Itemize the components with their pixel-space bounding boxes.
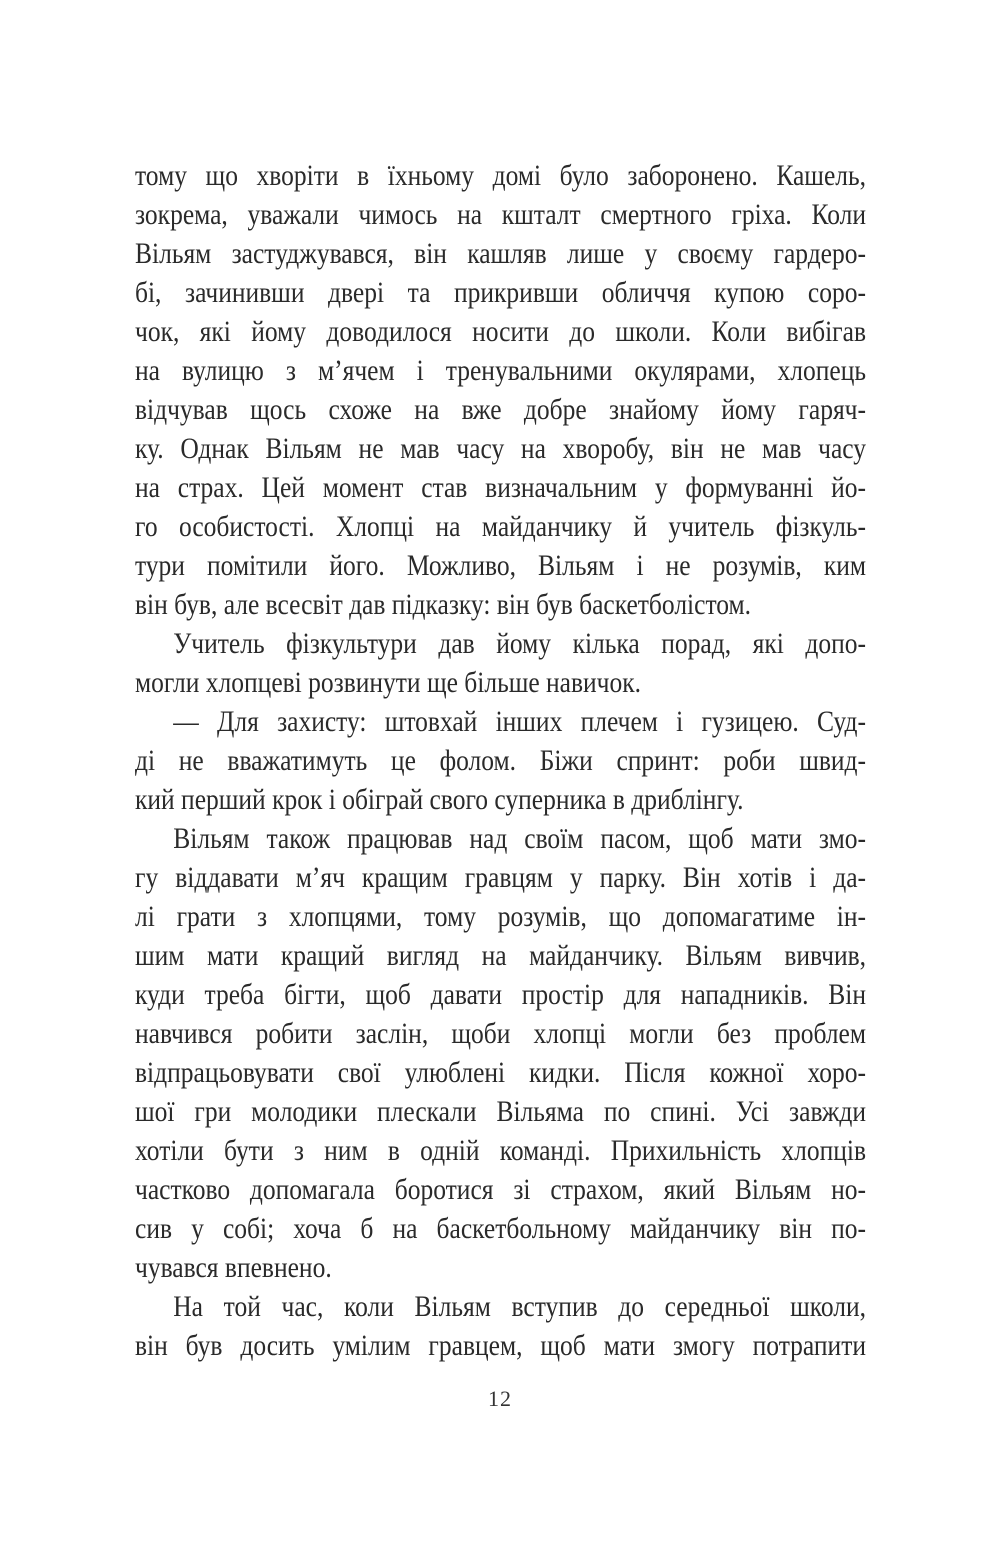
text-line: на вулицю з м’ячем і тренувальними окулярами, хлопець <box>135 354 866 387</box>
text-line: на страх. Цей момент став визначальним у формуванні йо- <box>135 471 866 504</box>
text-line: куди треба бігти, щоб давати простір для нападників. Він <box>135 978 866 1011</box>
text-line: сив у собі; хоча б на баскетбольному майданчику він по- <box>135 1212 866 1245</box>
text-line: Вільям застуджувався, він кашляв лише у своєму гардеро- <box>135 237 866 270</box>
text-line: кий перший крок і обіграй свого суперника в дриблінгу. <box>135 783 744 816</box>
text-line: частково допомагала боротися зі страхом, який Вільям но- <box>135 1173 866 1206</box>
text-line: ді не вважатимуть це фолом. Біжи спринт: роби швид- <box>135 744 866 777</box>
text-line: бі, зачинивши двері та прикривши обличчя купою соро- <box>135 276 866 309</box>
text-line: відчував щось схоже на вже добре знайому йому гаряч- <box>135 393 866 426</box>
text-line: могли хлопцеві розвинути ще більше навичок. <box>135 666 642 699</box>
dialogue-first-line: — Для захисту: штовхай інших плечем і гузицею. Суд- <box>173 705 866 738</box>
text-line: зокрема, уважали чимось на кшталт смертного гріха. Коли <box>135 198 866 231</box>
paragraph-first-line: На той час, коли Вільям вступив до середньої школи, <box>173 1290 866 1323</box>
page-number: 12 <box>488 1386 512 1411</box>
paragraph-first-line: Учитель фізкультури дав йому кілька порад, які допо- <box>173 627 866 660</box>
text-line: відпрацьовувати свої улюблені кидки. Після кожної хоро- <box>135 1056 866 1089</box>
text-line: ку. Однак Вільям не мав часу на хворобу, він не мав часу <box>135 432 866 465</box>
text-line: чок, які йому доводилося носити до школи. Коли вибігав <box>135 315 866 348</box>
text-line: тури помітили його. Можливо, Вільям і не розумів, ким <box>135 549 866 582</box>
text-line: гу віддавати м’яч кращим гравцям у парку. Він хотів і да- <box>135 861 866 894</box>
text-line: шим мати кращий вигляд на майданчику. Вільям вивчив, <box>135 939 866 972</box>
body-text <box>135 156 866 1365</box>
text-line: тому що хворіти в їхньому домі було заборонено. Кашель, <box>135 159 866 192</box>
text-line: чувався впевнено. <box>135 1251 332 1284</box>
text-line: хотіли бути з ним в одній команді. Прихильність хлопців <box>135 1134 866 1167</box>
text-line: навчився робити заслін, щоби хлопці могли без проблем <box>135 1017 866 1050</box>
text-line: го особистості. Хлопці на майданчику й учитель фізкуль- <box>135 510 866 543</box>
text-line: лі грати з хлопцями, тому розумів, що допомагатиме ін- <box>135 900 866 933</box>
text-line: він був, але всесвіт дав підказку: він був баскетболістом. <box>135 588 752 621</box>
text-line: він був досить умілим гравцем, щоб мати змогу потрапити <box>135 1329 866 1362</box>
text-line: шої гри молодики плескали Вільяма по спині. Усі завжди <box>135 1095 866 1128</box>
paragraph-first-line: Вільям також працював над своїм пасом, щоб мати змо- <box>173 822 866 855</box>
